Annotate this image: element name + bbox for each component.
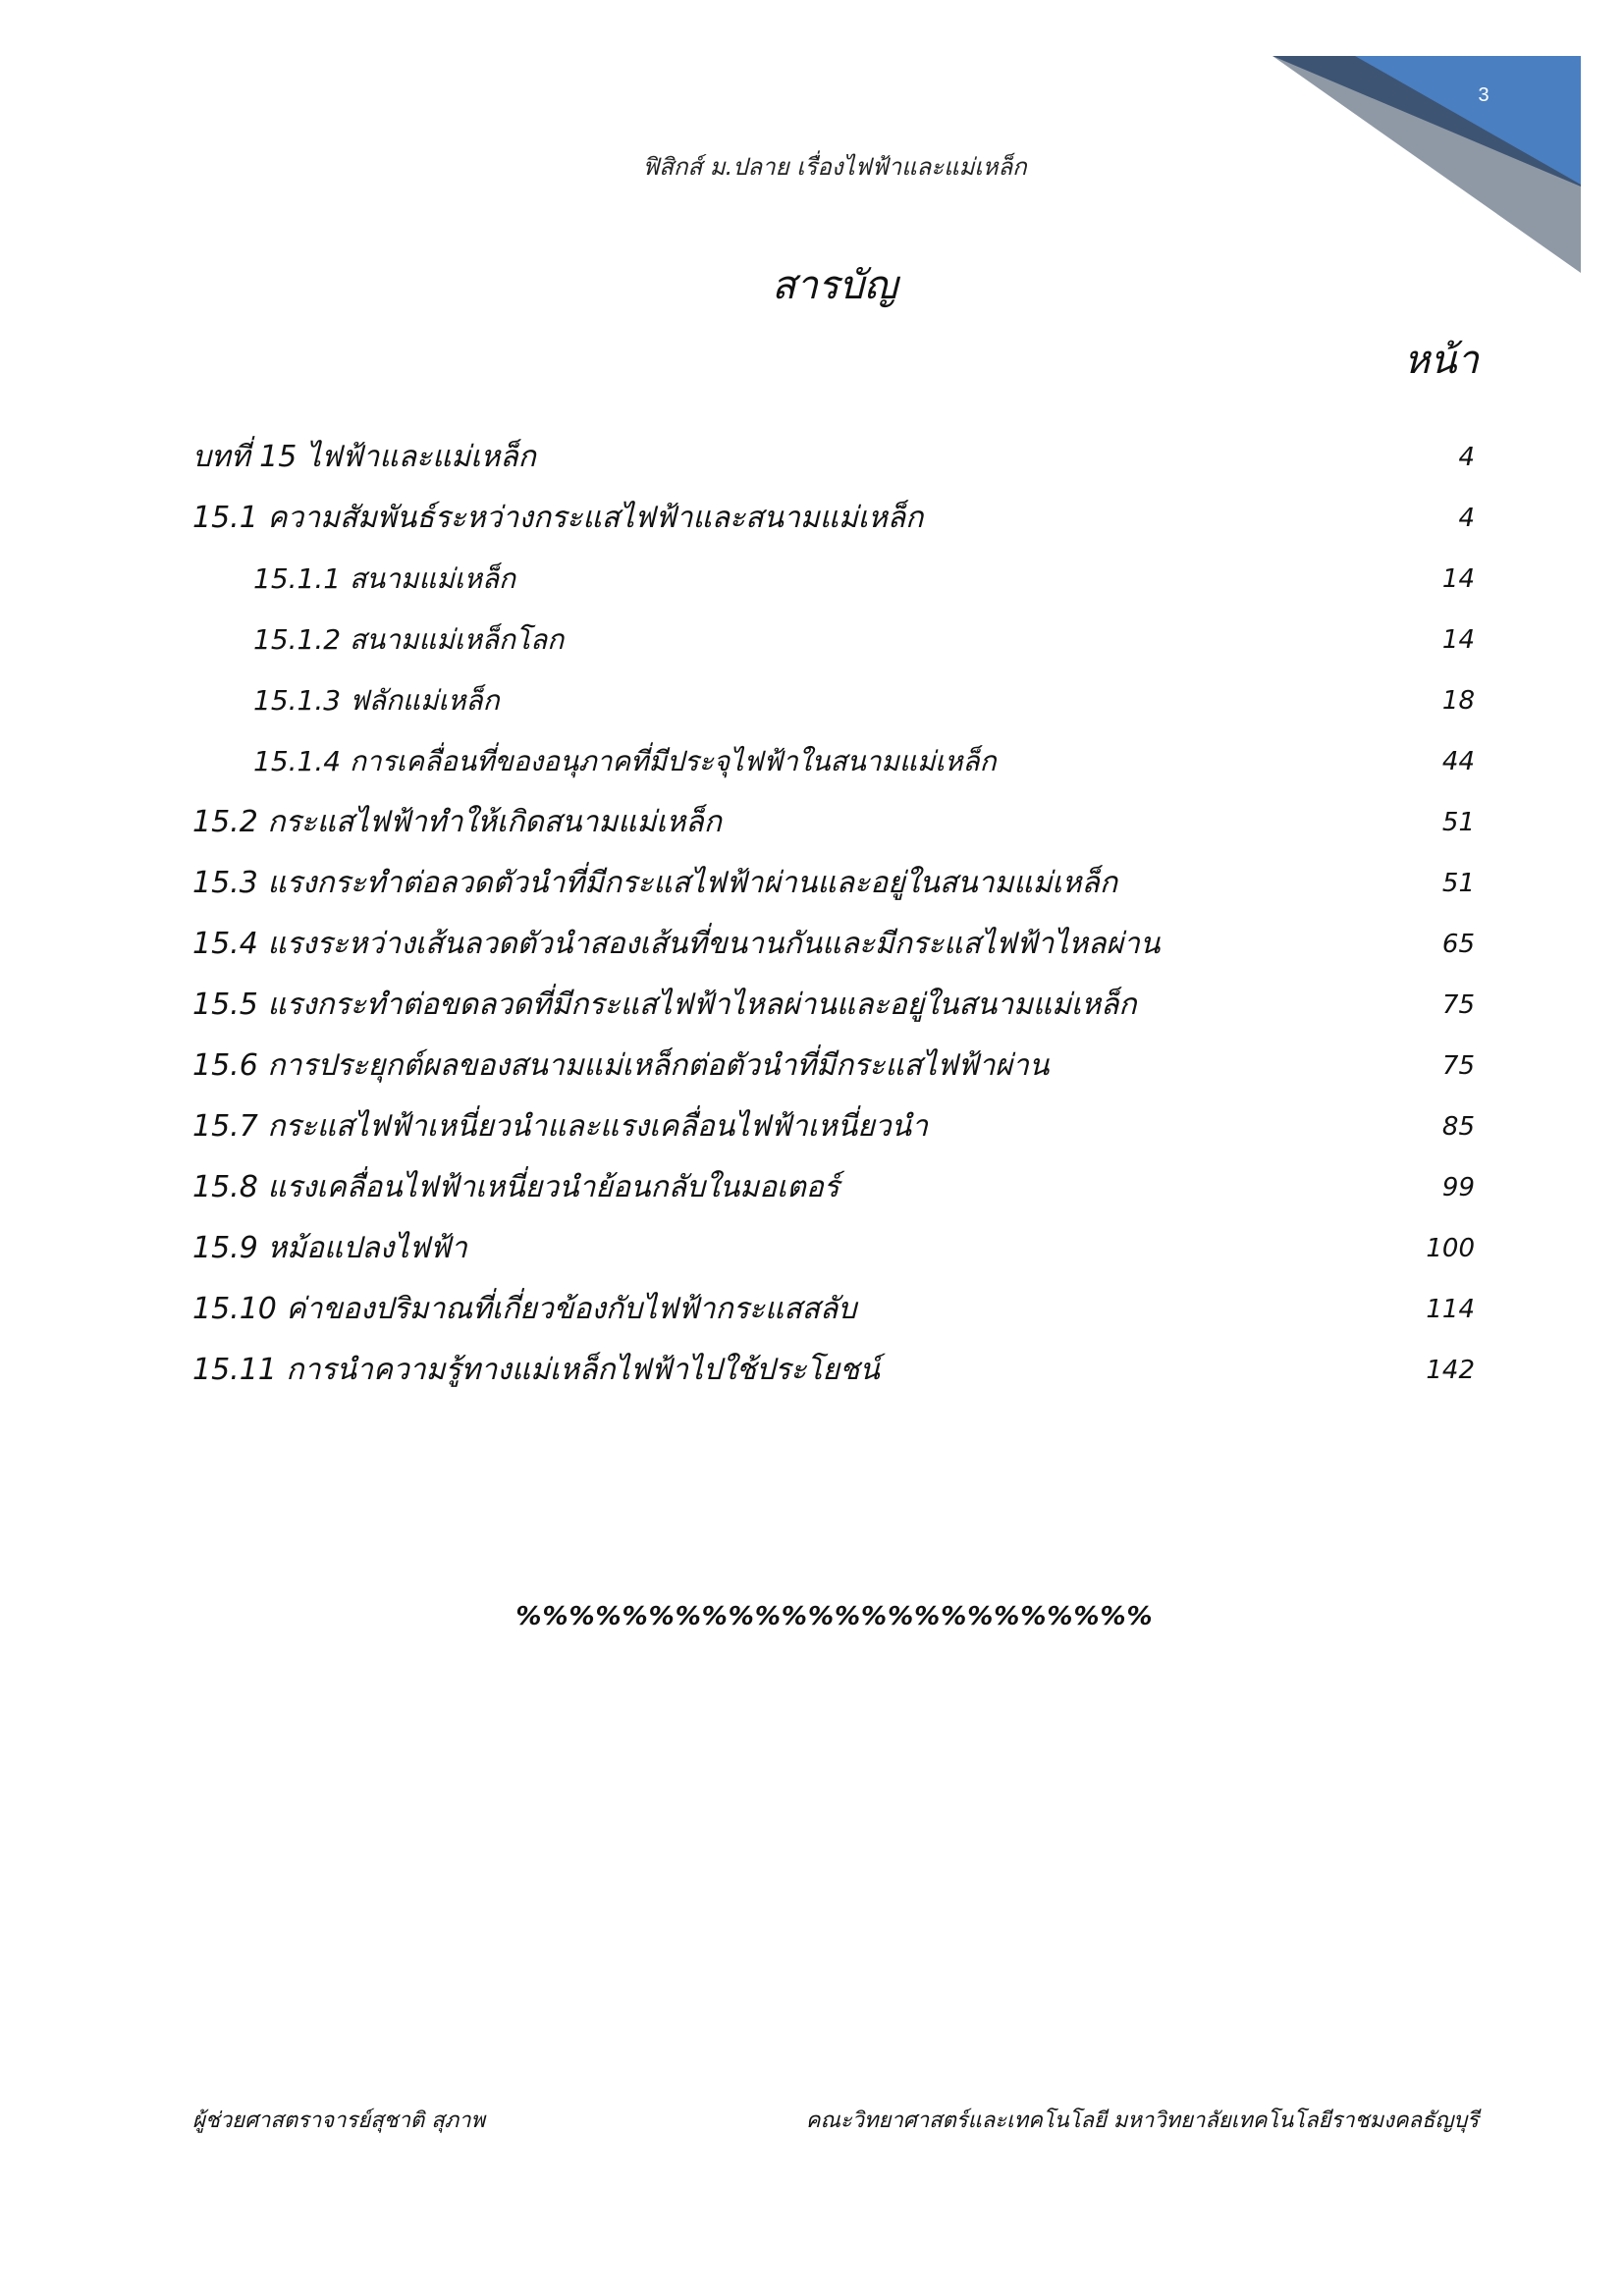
toc-entry[interactable] [0, 675, 1624, 726]
toc-entry[interactable] [0, 614, 1624, 666]
header-title: ฟิสิกส์ ม.ปลาย เรื่องไฟฟ้าและแม่เหล็ก [642, 153, 1027, 181]
toc-entry-page: 4 [1458, 504, 1475, 533]
toc-entry[interactable] [0, 1284, 1624, 1335]
toc-entry-page: 85 [1441, 1112, 1475, 1142]
toc-entry[interactable] [0, 1223, 1624, 1274]
toc-entry-label: 15.1.3 ฟลักแม่เหล็ก [253, 684, 500, 717]
page-number: 3 [1478, 84, 1489, 106]
toc-entry-label: 15.10 ค่าของปริมาณที่เกี่ยวข้องกับไฟฟ้ากระแสสลับ [192, 1292, 857, 1326]
toc-entry-label: 15.11 การนำความรู้ทางแม่เหล็กไฟฟ้าไปใช้ประโยชน์ [192, 1353, 880, 1387]
toc-entry-label: 15.1.1 สนามแม่เหล็ก [253, 562, 516, 595]
toc-entry-label: 15.7 กระแสไฟฟ้าเหนี่ยวนำและแรงเคลื่อนไฟฟ้าเหนี่ยวนำ [192, 1109, 928, 1144]
toc-entry[interactable] [0, 797, 1624, 848]
toc-entry-page: 65 [1441, 930, 1475, 959]
toc-entry-label: 15.3 แรงกระทำต่อลวดตัวนำที่มีกระแสไฟฟ้าผ่านและอยู่ในสนามแม่เหล็ก [192, 866, 1117, 900]
toc-entry[interactable] [0, 493, 1624, 544]
toc-entry[interactable] [0, 1162, 1624, 1213]
toc-entry[interactable] [0, 554, 1624, 605]
footer-institution: คณะวิทยาศาสตร์และเทคโนโลยี มหาวิทยาลัยเทคโนโลยีราชมงคลธัญบุรี [805, 2109, 1479, 2133]
toc-title: สารบัญ [772, 263, 897, 308]
toc-entry-label: 15.2 กระแสไฟฟ้าทำให้เกิดสนามแม่เหล็ก [192, 805, 722, 839]
toc-entry-label: 15.5 แรงกระทำต่อขดลวดที่มีกระแสไฟฟ้าไหลผ่านและอยู่ในสนามแม่เหล็ก [192, 988, 1137, 1022]
toc-entry-label: บทที่ 15 ไฟฟ้าและแม่เหล็ก [192, 440, 536, 474]
toc-entry-label: 15.1.2 สนามแม่เหล็กโลก [253, 623, 565, 656]
toc-entry[interactable] [0, 736, 1624, 787]
footer-author: ผู้ช่วยศาสตราจารย์สุชาติ สุภาพ [192, 2109, 485, 2133]
toc-entry-label: 15.8 แรงเคลื่อนไฟฟ้าเหนี่ยวนำย้อนกลับในมอเตอร์ [192, 1170, 839, 1204]
toc-entry-page: 14 [1441, 564, 1475, 594]
toc-entry[interactable] [0, 1345, 1624, 1396]
toc-entry-page: 142 [1426, 1356, 1475, 1385]
section-divider: %%%%%%%%%%%%%%%%%%%%%%%% [515, 1602, 1154, 1631]
toc-entry-page: 114 [1426, 1295, 1475, 1324]
toc-entry-page: 51 [1441, 869, 1475, 898]
toc-entry[interactable] [0, 919, 1624, 970]
toc-entry-page: 51 [1441, 808, 1475, 837]
toc-entry[interactable] [0, 858, 1624, 909]
toc-entry[interactable] [0, 1041, 1624, 1092]
page-column-label: หน้า [1403, 338, 1479, 383]
toc-entry[interactable] [0, 432, 1624, 483]
toc-entry-page: 14 [1441, 625, 1475, 655]
toc-entry-page: 18 [1441, 686, 1475, 716]
toc-entry[interactable] [0, 1101, 1624, 1152]
toc-entry-label: 15.1 ความสัมพันธ์ระหว่างกระแสไฟฟ้าและสนามแม่เหล็ก [192, 501, 924, 535]
toc-entry-page: 99 [1441, 1173, 1475, 1202]
toc-entry-page: 44 [1441, 747, 1475, 776]
toc-entry[interactable] [0, 980, 1624, 1031]
toc-entry-page: 75 [1441, 990, 1475, 1020]
toc-entry-label: 15.9 หม้อแปลงไฟฟ้า [192, 1231, 467, 1265]
toc-entry-label: 15.6 การประยุกต์ผลของสนามแม่เหล็กต่อตัวนำที่มีกระแสไฟฟ้าผ่าน [192, 1048, 1050, 1083]
toc-entry-label: 15.4 แรงระหว่างเส้นลวดตัวนำสองเส้นที่ขนานกันและมีกระแสไฟฟ้าไหลผ่าน [192, 927, 1161, 961]
toc-entry-page: 100 [1426, 1234, 1475, 1263]
toc-entry-page: 4 [1458, 443, 1475, 472]
toc-entry-label: 15.1.4 การเคลื่อนที่ของอนุภาคที่มีประจุไฟฟ้าในสนามแม่เหล็ก [253, 745, 997, 777]
toc-entry-page: 75 [1441, 1051, 1475, 1081]
